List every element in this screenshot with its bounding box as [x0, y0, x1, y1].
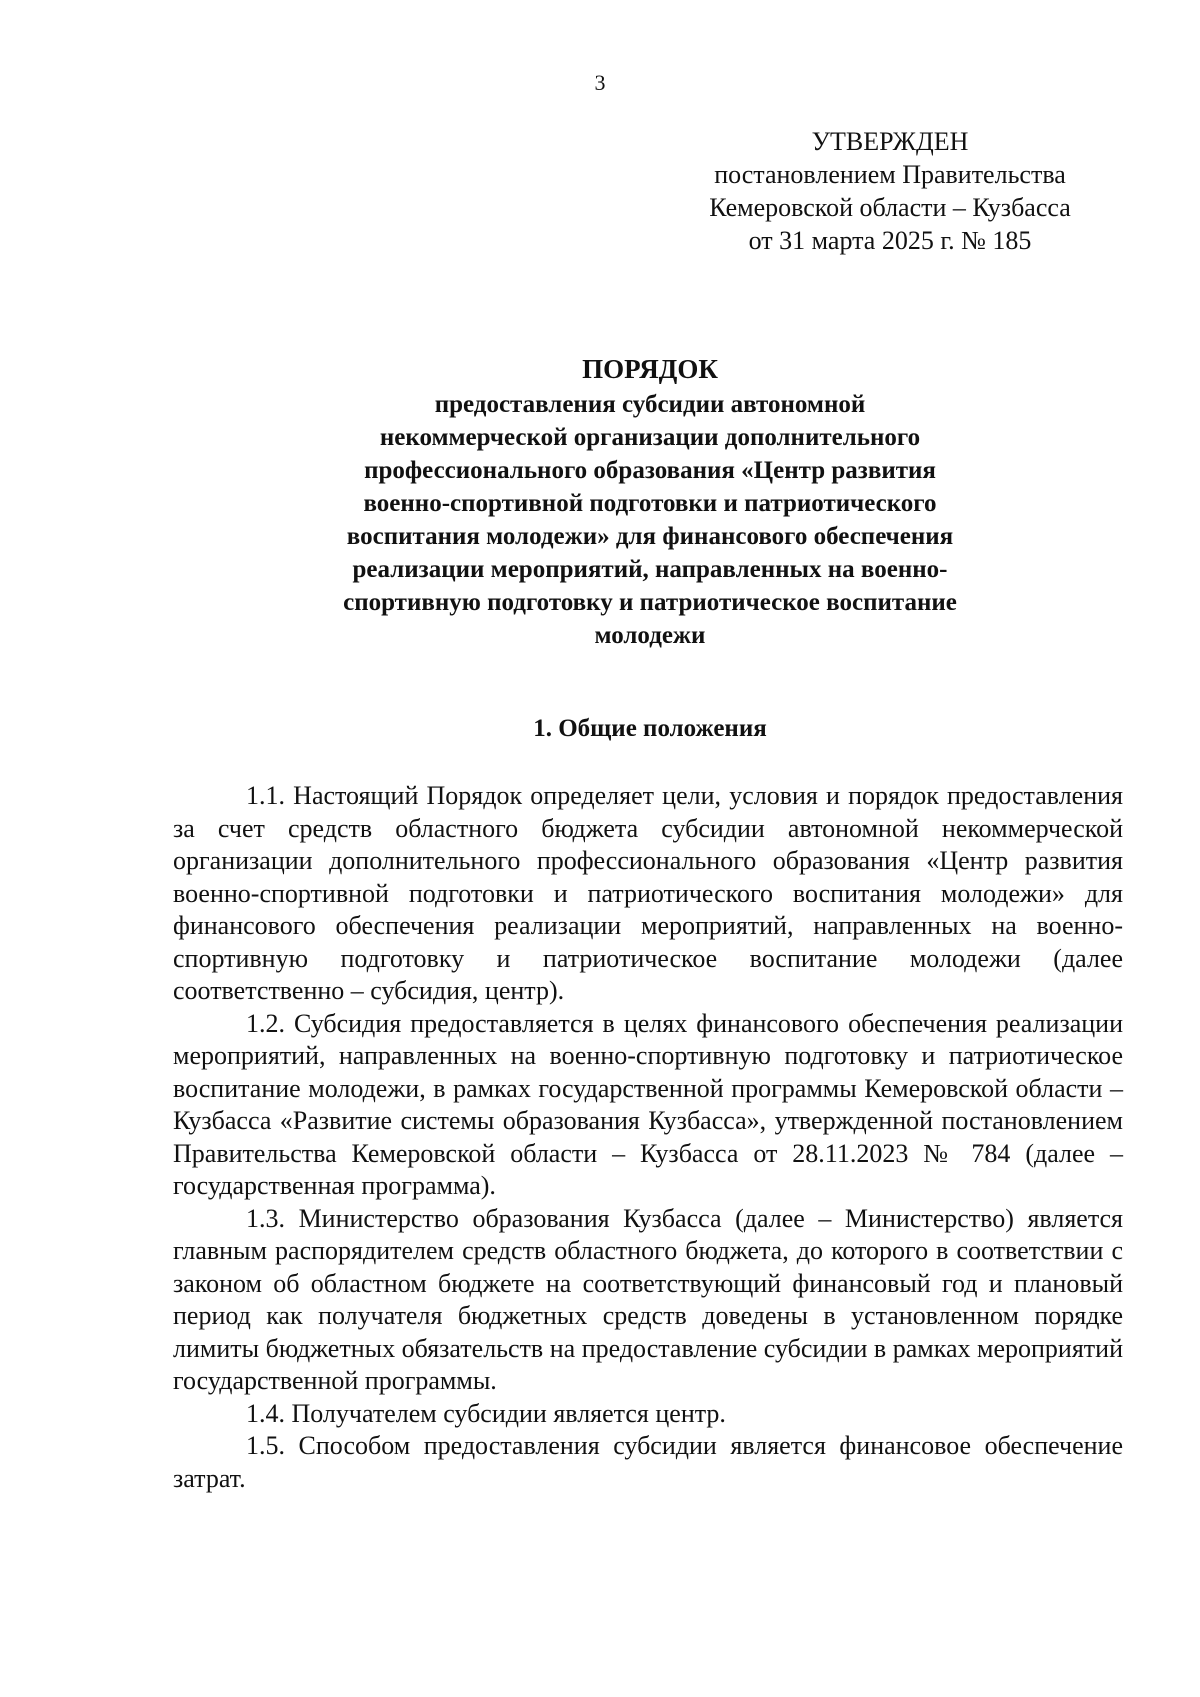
title-line: воспитания молодежи» для финансового обеспечения: [346, 523, 954, 550]
document-title: ПОРЯДОК: [582, 354, 718, 384]
title-line: предоставления субсидии автономной: [434, 391, 866, 418]
document-title-block: [260, 353, 1040, 652]
approval-line-3: Кемеровской области – Кузбасса: [709, 193, 1071, 222]
title-line: военно-спортивной подготовки и патриотического: [363, 490, 937, 517]
title-line: некоммерческой организации дополнительного: [379, 424, 921, 451]
title-line: реализации мероприятий, направленных на военно-: [352, 556, 948, 583]
paragraph-1-5: 1.5. Способом предоставления субсидии является финансовое обеспечение затрат.: [173, 1431, 1123, 1493]
paragraph-1-2: 1.2. Субсидия предоставляется в целях финансового обеспечения реализации мероприятий, направленных на военно-спортивную подготовку и патриотическое воспитание молодежи, в рамках государственной программы Кемеровской области – Кузбасса «Развитие системы образования Кузбасса», утвержденной постановлением Правительства Кемеровской области – Кузбасса от 28.11.2023 № 784 (далее – государственная программа).: [173, 1008, 1123, 1200]
approval-line-1: УТВЕРЖДЕН: [811, 127, 969, 156]
paragraph-1-3: 1.3. Министерство образования Кузбасса (далее – Министерство) является главным распорядителем средств областного бюджета, до которого в соответствии с законом об областном бюджете на соответствующий финансовый год и плановый период как получателя бюджетных средств доведены в установленном порядке лимиты бюджетных обязательств на предоставление субсидии в рамках мероприятий государственной программы.: [173, 1203, 1123, 1395]
page-number: 3: [594, 70, 606, 95]
approval-line-4: от 31 марта 2025 г. № 185: [748, 226, 1032, 255]
document-body: [173, 780, 1123, 1495]
section-heading: 1. Общие положения: [533, 715, 767, 742]
paragraph-1-4: 1.4. Получателем субсидии является центр.: [246, 1398, 726, 1428]
approval-line-2: постановлением Правительства: [714, 160, 1066, 189]
paragraph-1-1: 1.1. Настоящий Порядок определяет цели, условия и порядок предоставления за счет средств областного бюджета субсидии автономной некоммерческой организации дополнительного профессионального образования «Центр развития военно-спортивной подготовки и патриотического воспитания молодежи» для финансового обеспечения реализации мероприятий, направленных на военно-спортивную подготовку и патриотическое воспитание молодежи (далее соответственно – субсидия, центр).: [173, 781, 1123, 1005]
approval-stamp: [680, 125, 1100, 257]
title-line: молодежи: [594, 622, 706, 649]
title-line: спортивную подготовку и патриотическое воспитание: [343, 589, 957, 616]
title-line: профессионального образования «Центр развития: [364, 457, 936, 484]
